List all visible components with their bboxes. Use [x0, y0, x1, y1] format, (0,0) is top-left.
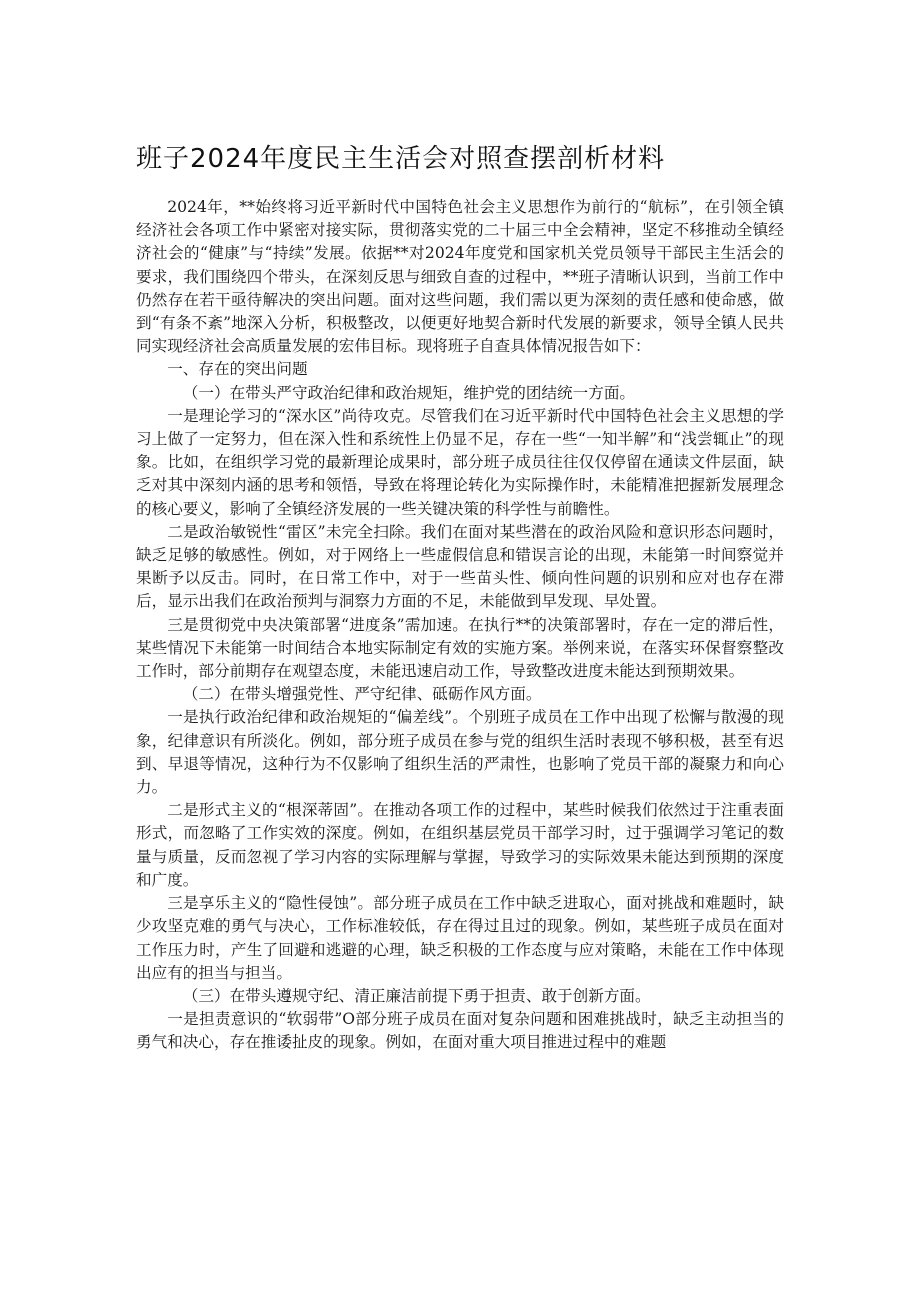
body-paragraph: 一是理论学习的“深水区”尚待攻克。尽管我们在习近平新时代中国特色社会主义思想的学习上做了一定努力，但在深入性和系统性上仍显不足，存在一些“一知半解”和“浅尝辄止”的现象。比如，在组织学习党的最新理论成果时，部分班子成员往往仅仅停留在通读文件层面，缺乏对其中深刻内涵的思考和领悟，导致在将理论转化为实际操作时，未能精准把握新发展理念的核心要义，影响了全镇经济发展的一些关键决策的科学性与前瞻性。	[136, 406, 784, 518]
document-body	[136, 196, 784, 1055]
body-paragraph: 三是享乐主义的“隐性侵蚀”。部分班子成员在工作中缺乏进取心，面对挑战和难题时，缺少攻坚克难的勇气与决心，工作标准较低，存在得过且过的现象。例如，某些班子成员在面对工作压力时，产生了回避和逃避的心理，缺乏积极的工作态度与应对策略，未能在工作中体现出应有的担当与担当。	[136, 894, 784, 982]
body-paragraph: 二是形式主义的“根深蒂固”。在推动各项工作的过程中，某些时候我们依然过于注重表面形式，而忽略了工作实效的深度。例如，在组织基层党员干部学习时，过于强调学习笔记的数量与质量，反而忽视了学习内容的实际理解与掌握，导致学习的实际效果未能达到预期的深度和广度。	[136, 801, 784, 889]
body-paragraph: 二是政治敏锐性“雷区”未完全扫除。我们在面对某些潜在的政治风险和意识形态问题时，缺乏足够的敏感性。例如，对于网络上一些虚假信息和错误言论的出现，未能第一时间察觉并果断予以反击。同时，在日常工作中，对于一些苗头性、倾向性问题的识别和应对也存在滞后，显示出我们在政治预判与洞察力方面的不足，未能做到早发现、早处置。	[136, 522, 784, 611]
body-paragraph: 一是担责意识的“软弱带”O部分班子成员在面对复杂问题和困难挑战时，缺乏主动担当的勇气和决心，存在推诿扯皮的现象。例如，在面对重大项目推进过程中的难题	[136, 1010, 784, 1052]
subsection-heading: （一）在带头严守政治纪律和政治规矩，维护党的团结统一方面。	[182, 383, 636, 402]
body-paragraph: 三是贯彻党中央决策部署“进度条”需加速。在执行**的决策部署时，存在一定的滞后性，某些情况下未能第一时间结合本地实际制定有效的实施方案。举例来说，在落实环保督察整改工作时，部分前期存在观望态度，未能迅速启动工作，导致整改进度未能达到预期效果。	[136, 615, 784, 681]
intro-paragraph: 2024年，**始终将习近平新时代中国特色社会主义思想作为前行的“航标”，在引领全镇经济社会各项工作中紧密对接实际，贯彻落实党的二十届三中全会精神，坚定不移推动全镇经济社会的“健康”与“持续”发展。依据**对2024年度党和国家机关党员领导干部民主生活会的要求，我们围绕四个带头，在深刻反思与细致自查的过程中，**班子清晰认识到，当前工作中仍然存在若干亟待解决的突出问题。面对这些问题，我们需以更为深刻的责任感和使命感，做到“有条不紊”地深入分析，积极整改，以便更好地契合新时代发展的新要求，领导全镇人民共同实现经济社会高质量发展的宏伟目标。现将班子自查具体情况报告如下：	[136, 198, 784, 356]
section-heading: 一、存在的突出问题	[167, 360, 308, 379]
body-paragraph: 一是执行政治纪律和政治规矩的“偏差线”。个别班子成员在工作中出现了松懈与散漫的现象，纪律意识有所淡化。例如，部分班子成员在参与党的组织生活时表现不够积极，甚至有迟到、早退等情况，这种行为不仅影响了组织生活的严肃性，也影响了党员干部的凝聚力和向心力。	[136, 708, 784, 797]
subsection-heading: （三）在带头遵规守纪、清正廉洁前提下勇于担责、敢于创新方面。	[182, 986, 651, 1005]
subsection-heading: （二）在带头增强党性、严守纪律、砥砺作风方面。	[182, 685, 542, 704]
document-title: 班子2024年度民主生活会对照查摆剖析材料	[136, 144, 666, 174]
